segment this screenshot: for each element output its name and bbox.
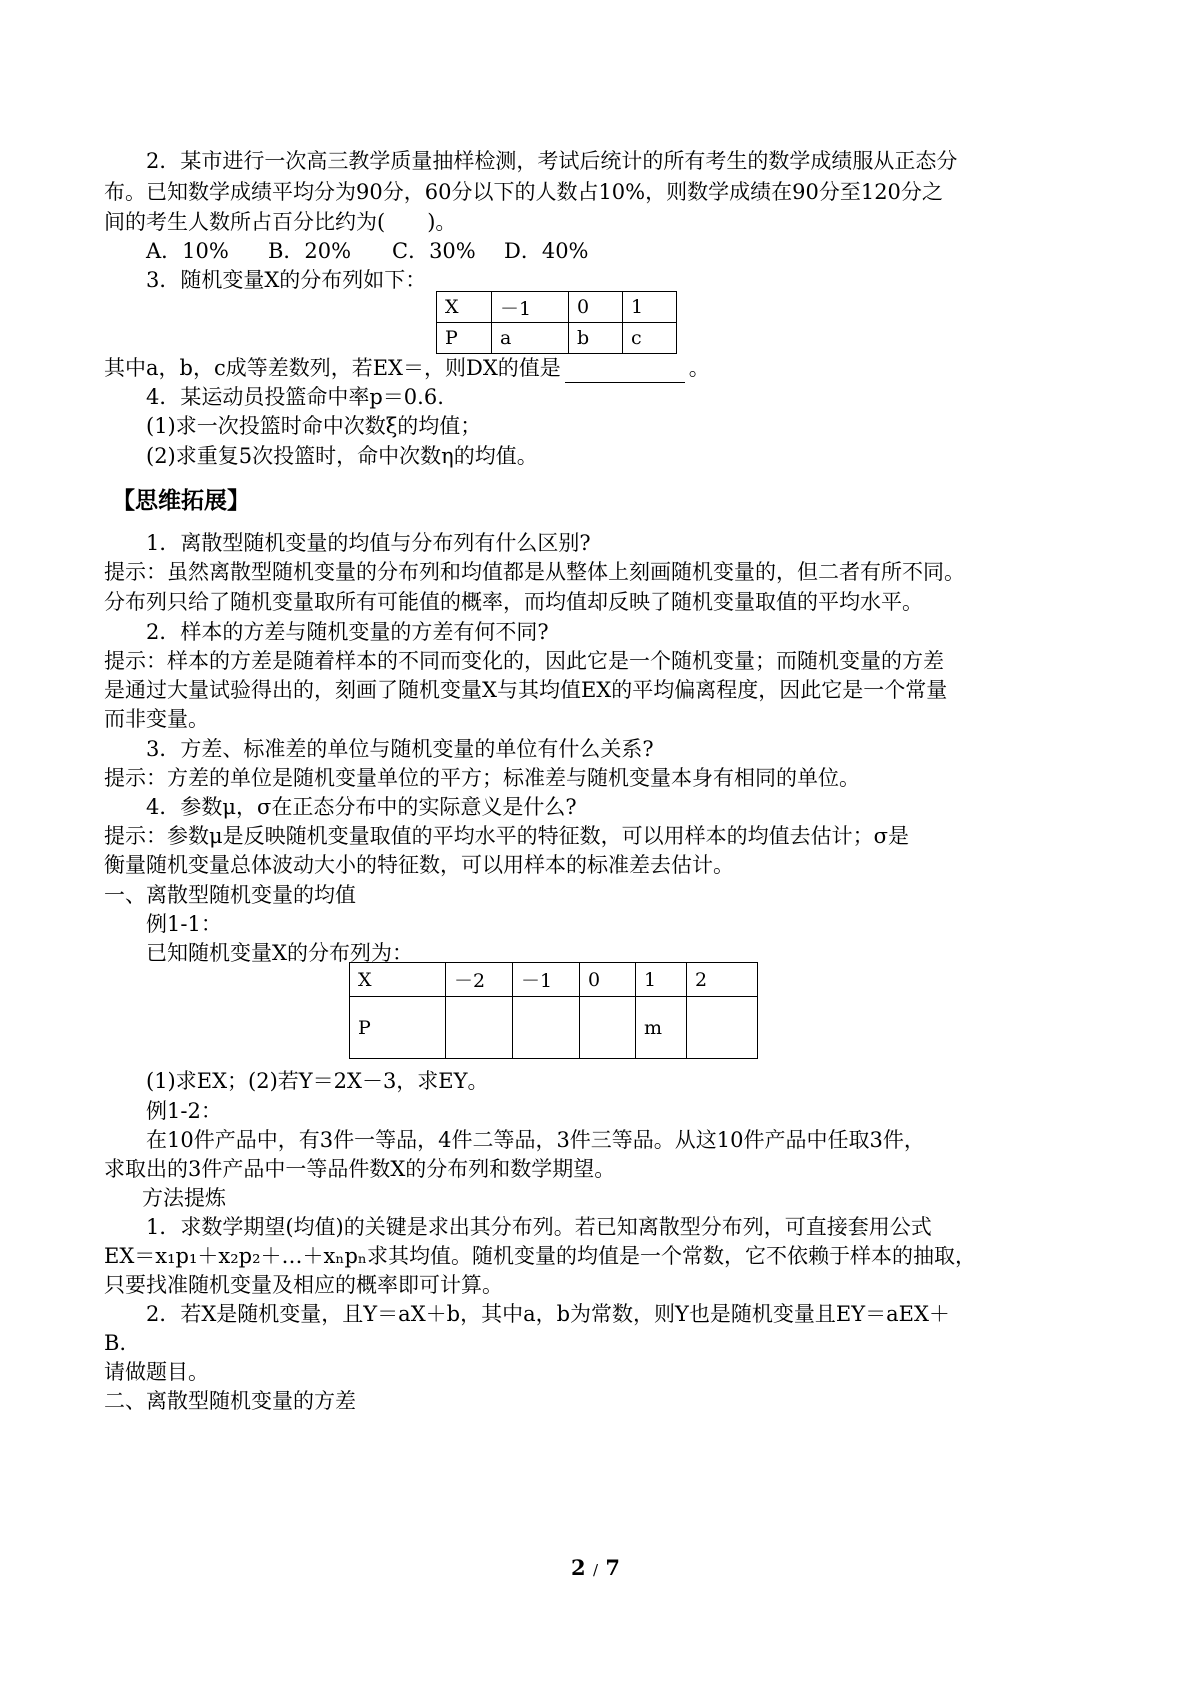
method2-line2: B. [104, 1331, 127, 1355]
example-1-2-label: 例1-2： [146, 1099, 222, 1123]
ext-q4: 4．参数μ，σ在正态分布中的实际意义是什么? [146, 795, 577, 819]
ext-a2-line3: 而非变量。 [104, 707, 209, 731]
page-separator: / [592, 1561, 599, 1579]
ext-q2: 2．样本的方差与随机变量的方差有何不同? [146, 620, 549, 644]
q3-end: 。 [688, 356, 710, 380]
table-cell [687, 997, 758, 1059]
table-cell: 1 [623, 292, 677, 323]
ext-a2-line2: 是通过大量试验得出的，刻画了随机变量X与其均值EX的平均偏离程度，因此它是一个常量 [104, 678, 948, 702]
total-pages: 7 [605, 1555, 620, 1580]
example-1-1-label: 例1-1： [146, 912, 222, 936]
table-cell: 0 [580, 963, 636, 997]
example-1-1-question: (1)求EX；(2)若Y＝2X－3，求EY。 [146, 1069, 489, 1093]
table-cell: 2 [687, 963, 758, 997]
answer-blank [565, 360, 685, 383]
table-cell: P [350, 997, 446, 1059]
please-do-questions: 请做题目。 [104, 1360, 209, 1384]
table-cell [513, 997, 580, 1059]
q4-sub2: (2)求重复5次投篮时，命中次数η的均值。 [146, 444, 538, 468]
section2-title: 二、离散型随机变量的方差 [104, 1389, 356, 1413]
q3-after-text: 其中a，b，c成等差数列，若EX＝，则DX的值是 [104, 356, 561, 380]
table-cell: －1 [513, 963, 580, 997]
ext-a3-line1: 提示：方差的单位是随机变量单位的平方；标准差与随机变量本身有相同的单位。 [104, 766, 860, 790]
q2-option-d: D．40% [504, 239, 589, 263]
q2-option-a: A．10% [146, 239, 229, 263]
table-cell: 0 [569, 292, 623, 323]
table-cell: －1 [492, 292, 569, 323]
table-cell: X [350, 963, 446, 997]
current-page: 2 [571, 1555, 586, 1580]
q2-option-c: C．30% [392, 239, 476, 263]
ext-q1: 1．离散型随机变量的均值与分布列有什么区别? [146, 531, 591, 555]
example-1-1-intro: 已知随机变量X的分布列为： [146, 941, 413, 965]
table-cell: c [623, 323, 677, 354]
table-row [437, 292, 677, 323]
section-heading: 【思维拓展】 [112, 488, 250, 514]
example-1-1-distribution-table [349, 962, 758, 1059]
q2-line1: 2．某市进行一次高三教学质量抽样检测，考试后统计的所有考生的数学成绩服从正态分 [146, 149, 958, 173]
table-cell: X [437, 292, 492, 323]
example-1-2-line1: 在10件产品中，有3件一等品，4件二等品，3件三等品。从这10件产品中任取3件， [146, 1128, 925, 1152]
table-cell: P [437, 323, 492, 354]
table-cell: －2 [446, 963, 513, 997]
q4-intro: 4．某运动员投篮命中率p＝0.6. [146, 385, 444, 409]
table-cell [580, 997, 636, 1059]
table-cell: b [569, 323, 623, 354]
q4-sub1: (1)求一次投篮时命中次数ξ的均值； [146, 414, 482, 438]
page-number [0, 1555, 1191, 1580]
method2-line1: 2．若X是随机变量，且Y＝aX＋b，其中a，b为常数，则Y也是随机变量且EY＝aEX＋ [146, 1302, 950, 1326]
table-cell: m [636, 997, 687, 1059]
ext-a1-line1: 提示：虽然离散型随机变量的分布列和均值都是从整体上刻画随机变量的，但二者有所不同。 [104, 560, 965, 584]
method1-line2: EX＝x₁p₁＋x₂p₂＋…＋xₙpₙ求其均值。随机变量的均值是一个常数，它不依赖于样本的抽取， [104, 1244, 976, 1268]
method1-line1: 1．求数学期望(均值)的关键是求出其分布列。若已知离散型分布列，可直接套用公式 [146, 1215, 932, 1239]
table-row [350, 997, 758, 1059]
table-cell: 1 [636, 963, 687, 997]
q3-after [104, 353, 710, 383]
ext-a1-line2: 分布列只给了随机变量取所有可能值的概率，而均值却反映了随机变量取值的平均水平。 [104, 590, 923, 614]
ext-a4-line2: 衡量随机变量总体波动大小的特征数，可以用样本的标准差去估计。 [104, 853, 734, 877]
table-row [350, 963, 758, 997]
q3-distribution-table [436, 291, 677, 354]
ext-a4-line1: 提示：参数μ是反映随机变量取值的平均水平的特征数，可以用样本的均值去估计；σ是 [104, 824, 909, 848]
q2-line2: 布。已知数学成绩平均分为90分，60分以下的人数占10%，则数学成绩在90分至120分之 [104, 180, 943, 204]
table-cell [446, 997, 513, 1059]
method1-line3: 只要找准随机变量及相应的概率即可计算。 [104, 1273, 503, 1297]
table-row [437, 323, 677, 354]
example-1-2-line2: 求取出的3件产品中一等品件数X的分布列和数学期望。 [104, 1157, 616, 1181]
ext-a2-line1: 提示：样本的方差是随着样本的不同而变化的，因此它是一个随机变量；而随机变量的方差 [104, 649, 944, 673]
section1-title: 一、离散型随机变量的均值 [104, 883, 356, 907]
ext-q3: 3．方差、标准差的单位与随机变量的单位有什么关系? [146, 737, 654, 761]
q2-option-b: B．20% [268, 239, 352, 263]
table-cell: a [492, 323, 569, 354]
q2-line3: 间的考生人数所占百分比约为( )。 [104, 210, 457, 234]
method-title: 方法提炼 [142, 1186, 226, 1210]
q3-intro: 3．随机变量X的分布列如下： [146, 268, 427, 292]
